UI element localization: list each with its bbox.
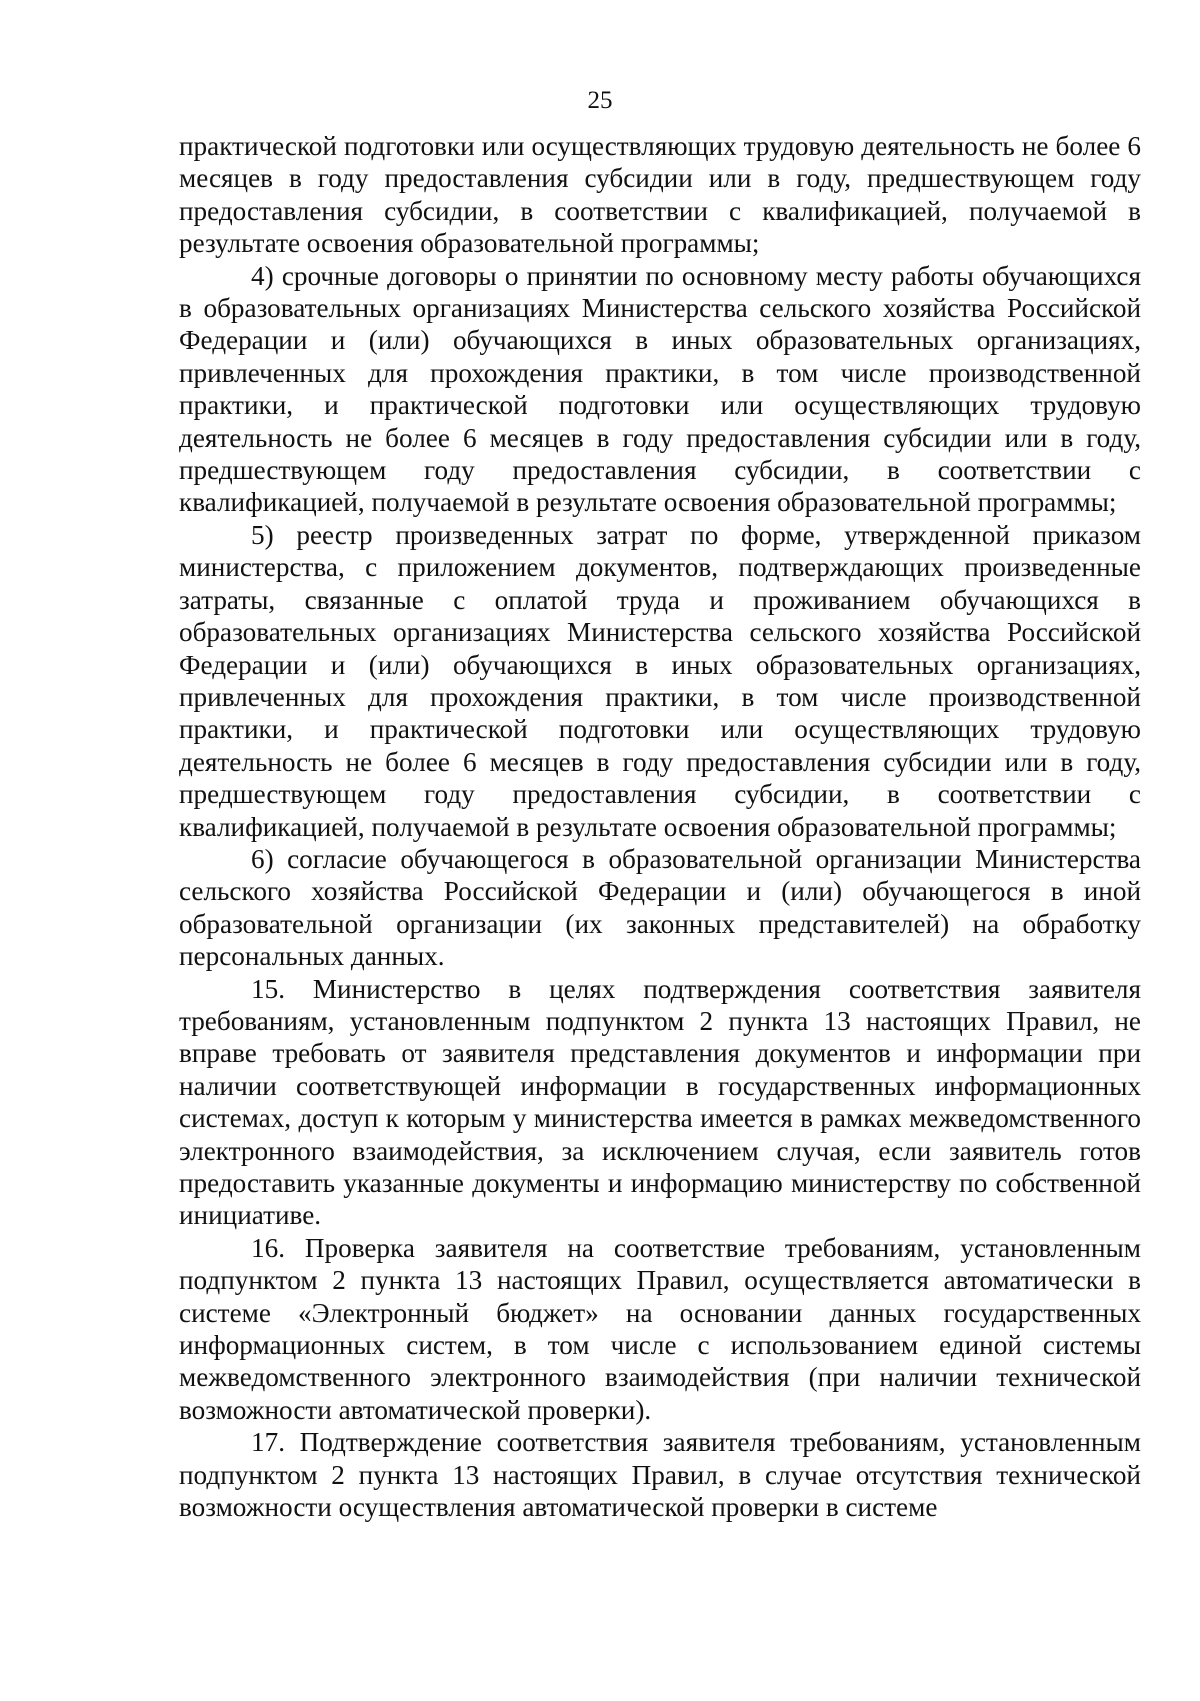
- paragraph-clause-17: 17. Подтверждение соответствия заявителя требованиям, установленным подпунктом 2 пункта 13 настоящих Правил, в случае отсутствия технической возможности осуществления автоматической проверки в системе: [179, 1427, 1141, 1523]
- page-number: 25: [587, 87, 613, 114]
- paragraph-item-5: 5) реестр произведенных затрат по форме, утвержденной приказом министерства, с приложением документов, подтверждающих произведенные затраты, связанные с оплатой труда и проживанием обучающихся в образовательных организациях Министерства сельского хозяйства Российской Федерации и (или) обучающихся в иных образовательных организациях, привлеченных для прохождения практики, в том числе производственной практики, и практической подготовки или осуществляющих трудовую деятельность не более 6 месяцев в году предоставления субсидии или в году, предшествующем году предоставления субсидии, в соответствии с квалификацией, получаемой в результате освоения образовательной программы;: [179, 519, 1141, 842]
- paragraph-clause-15: 15. Министерство в целях подтверждения соответствия заявителя требованиям, установленным подпунктом 2 пункта 13 настоящих Правил, не вправе требовать от заявителя представления документов и информации при наличии соответствующей информации в государственных информационных системах, доступ к которым у министерства имеется в рамках межведомственного электронного взаимодействия, за исключением случая, если заявитель готов предоставить указанные документы и информацию министерству по собственной инициативе.: [179, 973, 1141, 1231]
- paragraph-item-6: 6) согласие обучающегося в образовательной организации Министерства сельского хозяйства Российской Федерации и (или) обучающегося в иной образовательной организации (их законных представителей) на обработку персональных данных.: [179, 843, 1141, 972]
- paragraph-clause-16: 16. Проверка заявителя на соответствие требованиям, установленным подпунктом 2 пункта 13 настоящих Правил, осуществляется автоматически в системе «Электронный бюджет» на основании данных государственных информационных систем, в том числе с использованием единой системы межведомственного электронного взаимодействия (при наличии технической возможности автоматической проверки).: [179, 1232, 1141, 1425]
- paragraph-item-4: 4) срочные договоры о принятии по основному месту работы обучающихся в образовательных организациях Министерства сельского хозяйства Российской Федерации и (или) обучающихся в иных образовательных организациях, привлеченных для прохождения практики, в том числе производственной практики, и практической подготовки или осуществляющих трудовую деятельность не более 6 месяцев в году предоставления субсидии или в году, предшествующем году предоставления субсидии, в соответствии с квалификацией, получаемой в результате освоения образовательной программы;: [179, 260, 1141, 518]
- paragraph-continuation: практической подготовки или осуществляющих трудовую деятельность не более 6 месяцев в году предоставления субсидии или в году, предшествующем году предоставления субсидии, в соответствии с квалификацией, получаемой в результате освоения образовательной программы;: [179, 131, 1141, 259]
- document-body: [179, 130, 1141, 1523]
